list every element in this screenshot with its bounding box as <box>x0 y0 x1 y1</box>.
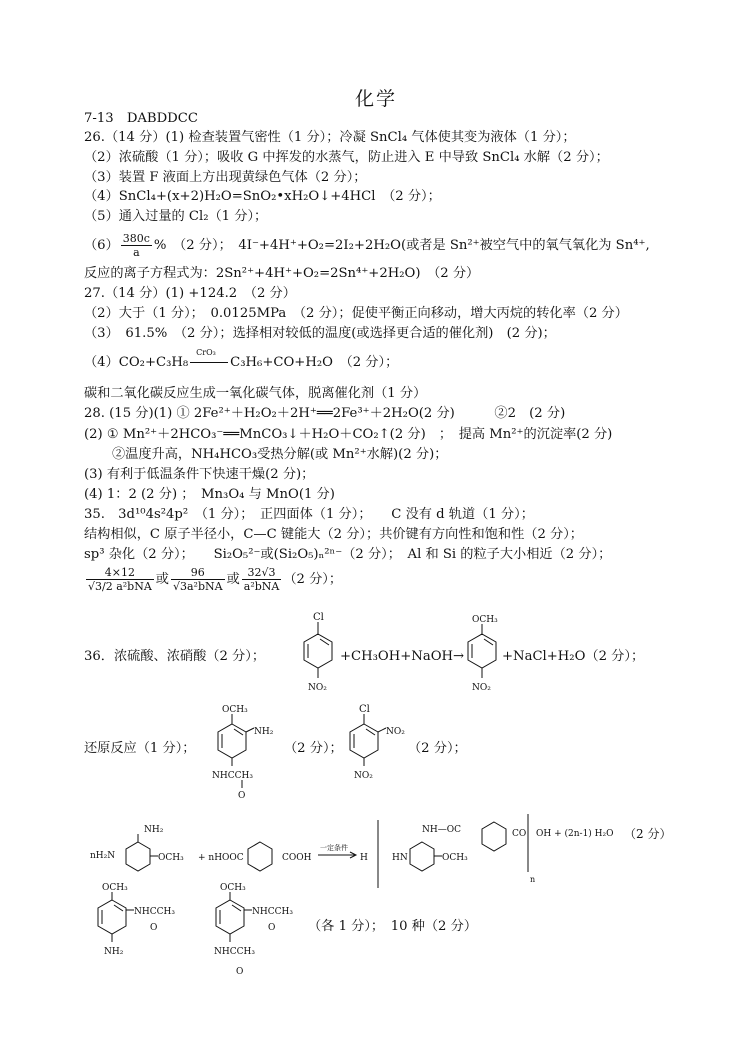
iso2-o-label: O <box>268 923 276 933</box>
q28-line1: 28. (15 分)(1) ① 2Fe²⁺＋H₂O₂＋2H⁺══2Fe³⁺＋2H₂O(2 分) ②2 (2 分) <box>84 406 566 421</box>
iso2-nhac-label: NHCCH₃ <box>252 907 293 917</box>
iso1-nh2-label: NH₂ <box>104 947 124 957</box>
q35-or1: 或 <box>155 572 169 587</box>
q26-line3: （3）装置 F 液面上方出现黄绿色气体（2 分）； <box>84 170 367 185</box>
mol1-cl-label: Cl <box>313 612 324 623</box>
iso2-nhac2-label: NHCCH₃ <box>214 947 255 957</box>
mol4-no2a-label: NO₂ <box>386 727 405 737</box>
q26-line7: 反应的离子方程式为：2Sn²⁺+4H⁺+O₂=2Sn⁴⁺+2H₂O) （2 分） <box>84 266 480 281</box>
poly-cooh-label: COOH <box>282 853 312 863</box>
poly-points: （2 分） <box>624 827 672 841</box>
q35-frac1-den: √3/2 a²bNA <box>88 580 152 593</box>
q26-line6 <box>84 232 650 259</box>
poly-och3-label: OCH₃ <box>158 853 184 863</box>
mol-isomer-1 <box>86 880 196 970</box>
mol3-o-label: O <box>238 791 246 801</box>
mol1-no2-label: NO₂ <box>308 683 327 693</box>
poly-och3b-label: OCH₃ <box>442 853 468 863</box>
mol3-nhac-label: NHCCH₃ <box>212 771 253 781</box>
q35-line1: 35. 3d¹⁰4s²4p² （1 分）； 正四面体（1 分）； C 没有 d 轨道（1 分）； <box>84 507 534 522</box>
q26-line1: 26.（14 分）(1) 检查装置气密性（1 分）；冷凝 SnCl₄ 气体使其变为液体（1 分）； <box>84 130 576 145</box>
q27-line5: 碳和二氧化碳反应生成一氧化碳气体，脱离催化剂（1 分） <box>84 386 427 401</box>
iso1-o-label: O <box>150 923 158 933</box>
q35-frac2-num: 96 <box>171 566 225 580</box>
mol-isomer-2 <box>204 880 314 990</box>
poly-left-amine: nH₂N <box>90 851 116 861</box>
q35-frac2-den: √3a²bNA <box>172 580 223 593</box>
q27-line4-right: C₃H₆+CO+H₂O （2 分）； <box>230 355 399 370</box>
q35-line3: sp³ 杂化（2 分）； Si₂O₅²⁻或(Si₂O₅)ₙ²ⁿ⁻（2 分）； Al 和 Si 的粒子大小相近（2 分）； <box>84 547 612 562</box>
q35-frac3-num: 32√3 <box>242 566 282 580</box>
q28-line5: (4) 1：2 (2 分) ； Mn₃O₄ 与 MnO(1 分) <box>84 487 335 502</box>
q35-frac3-den: a²bNA <box>243 580 280 593</box>
q27-line2: （2）大于（1 分）； 0.0125MPa （2 分）；促使平衡正向移动，增大丙烷的转化率（2 分） <box>84 306 628 321</box>
poly-h-label: H <box>360 853 368 863</box>
iso1-nhac-label: NHCCH₃ <box>134 907 175 917</box>
q36-line1c: +NaCl+H₂O（2 分）； <box>502 649 645 664</box>
mol2-och3-label: OCH₃ <box>472 615 498 625</box>
q36-line1a: 36．浓硫酸、浓硝酸（2 分）； <box>84 649 266 664</box>
mol4-no2b-label: NO₂ <box>354 771 373 781</box>
poly-nh2-label: NH₂ <box>144 825 164 835</box>
poly-co-label: CO <box>512 829 527 839</box>
q35-or2: 或 <box>226 572 240 587</box>
mol2-no2-label: NO₂ <box>472 683 491 693</box>
q28-line4: (3) 有利于低温条件下快速干燥(2 分)； <box>84 467 315 482</box>
q35-frac1 <box>86 566 154 593</box>
q27-arrow-line <box>190 362 228 363</box>
mol3-nh2-label: NH₂ <box>254 727 274 737</box>
q26-fraction <box>121 232 152 259</box>
q35-frac3 <box>242 566 282 593</box>
q35-line4 <box>84 566 342 593</box>
q28-line2: (2) ① Mn²⁺＋2HCO₃⁻══MnCO₃↓＋H₂O＋CO₂↑(2 分) ； 提高 Mn²⁺的沉淀率(2 分) <box>84 427 613 442</box>
mol-chloro-dinitrobenzene <box>344 704 414 792</box>
q36-line2a: 还原反应（1 分）； <box>84 741 196 756</box>
mol-amino-acetanilide <box>206 702 286 802</box>
q26-frac-num: 380c <box>122 232 150 245</box>
q27-line1: 27.（14 分）(1) +124.2 （2 分） <box>84 286 296 301</box>
q27-line4-left: （4）CO₂+C₃H₈ <box>84 355 189 370</box>
page-title: 化学 <box>354 88 397 110</box>
q27-line3: （3） 61.5% （2 分）；选择相对较低的温度(或选择更合适的催化剂) (2 分)； <box>84 326 556 341</box>
q35-frac1-num: 4×12 <box>86 566 154 580</box>
poly-n-subscript: n <box>530 875 536 884</box>
q27-line4 <box>84 347 399 372</box>
poly-condition: 一定条件 <box>320 844 348 852</box>
poly-hn-label: HN <box>392 853 408 863</box>
q28-line3: ②温度升高，NH₄HCO₃受热分解(或 Mn²⁺水解)(2 分)； <box>112 447 448 462</box>
q26-frac-den: a <box>133 246 140 259</box>
q36-last-line: （各 1 分）； 10 种（2 分） <box>308 919 478 934</box>
mol4-cl-label: Cl <box>359 704 370 715</box>
iso2-och3-label: OCH₃ <box>220 883 246 893</box>
mc-answers: 7-13 DABDDCC <box>84 111 198 126</box>
q35-line2: 结构相似，C 原子半径小，C—C 键能大（2 分）；共价键有方向性和饱和性（2 分）； <box>84 527 583 542</box>
q35-frac2 <box>171 566 225 593</box>
mol3-och3-label: OCH₃ <box>222 705 248 715</box>
q26-line6-rest: % （2 分）； 4I⁻+4H⁺+O₂=2I₂+2H₂O(或者是 Sn²⁺被空气中的氧气氧化为 Sn⁴⁺, <box>153 238 650 253</box>
q26-line4: （4）SnCl₄+(x+2)H₂O=SnO₂•xH₂O↓+4HCl （2 分）； <box>84 189 441 204</box>
q36-line2b: （2 分）； <box>284 741 343 756</box>
q26-line5: （5）通入过量的 Cl₂（1 分）； <box>84 209 268 224</box>
q36-line2c: （2 分）； <box>408 741 467 756</box>
q27-catalyst-label: CrO₃ <box>196 347 216 357</box>
poly-nhoc-label: NH—OC <box>422 825 461 835</box>
poly-hooc-label: + nHOOC <box>198 853 244 863</box>
iso2-o2-label: O <box>236 967 244 977</box>
q26-line2: （2）浓硫酸（1 分）；吸收 G 中挥发的水蒸气，防止进入 E 中导致 SnCl₄ 水解（2 分）； <box>84 150 609 165</box>
iso1-och3-label: OCH₃ <box>102 883 128 893</box>
q27-catalyst-arrow <box>188 347 230 370</box>
q26-line6-prefix: （6） <box>84 238 119 253</box>
q35-points: （2 分）； <box>283 572 343 587</box>
q36-line1b: +CH₃OH+NaOH→ <box>340 649 465 664</box>
poly-right-label: OH + (2n-1) H₂O <box>536 829 614 839</box>
